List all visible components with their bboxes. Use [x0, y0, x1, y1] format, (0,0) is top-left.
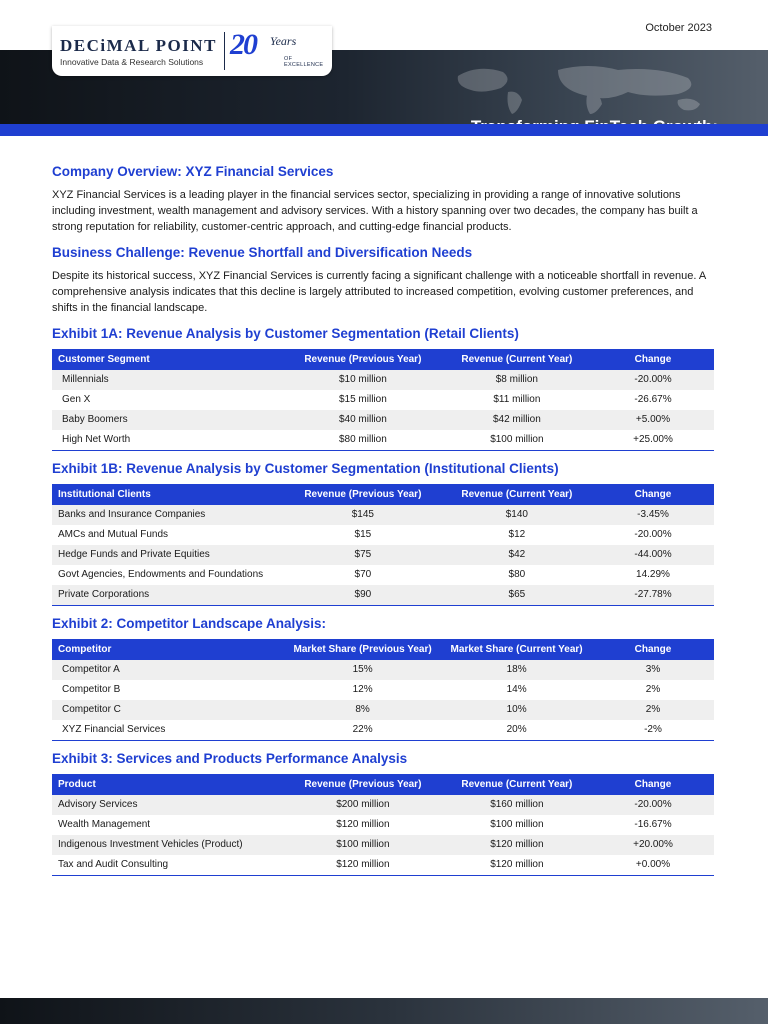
table-cell: -2%	[644, 724, 662, 735]
table-row	[52, 545, 714, 565]
exhibit-2-table	[52, 639, 714, 741]
column-header: Competitor	[52, 639, 284, 660]
challenge-text: Despite its historical success, XYZ Financial Services is currently facing a significant challenge with a noticeable shortfall in revenue. A comprehensive analysis indicates that this decline is largely attributed to increased competition, evolving customer preferences, and shifts in the financial landscape.	[52, 270, 706, 314]
column-header: Revenue (Previous Year)	[284, 349, 442, 370]
table-cell: Banks and Insurance Companies	[52, 505, 284, 525]
column-header: Market Share (Current Year)	[441, 639, 592, 660]
logo-wordmark: DECiMAL POINT	[60, 36, 217, 55]
report-date: October 2023	[645, 22, 712, 34]
column-header: Revenue (Previous Year)	[284, 774, 442, 795]
table-row	[52, 855, 714, 876]
world-map-graphic	[438, 56, 738, 118]
table-cell: 22%	[352, 724, 373, 735]
table-cell: Private Corporations	[52, 585, 284, 606]
table-cell: $80 million	[338, 434, 387, 445]
table-cell: Competitor C	[52, 700, 284, 720]
exhibit-3-table	[52, 774, 714, 876]
column-header: Market Share (Previous Year)	[284, 639, 441, 660]
column-header: Change	[592, 774, 714, 795]
exhibit-3-heading: Exhibit 3: Services and Products Performance Analysis	[52, 751, 408, 766]
table-cell: Wealth Management	[58, 819, 151, 830]
table-cell: 3%	[592, 660, 714, 680]
table-cell: Tax and Audit Consulting	[58, 859, 169, 870]
company-logo	[52, 26, 332, 76]
table-row	[52, 720, 714, 741]
column-header: Customer Segment	[52, 349, 284, 370]
column-header: Revenue (Current Year)	[442, 349, 592, 370]
anniversary-excellence: OF EXCELLENCE	[284, 56, 324, 68]
table-row	[52, 430, 714, 451]
column-header: Change	[592, 639, 714, 660]
table-row	[52, 565, 714, 585]
table-cell: $120 million	[442, 835, 592, 855]
table-cell: $80	[508, 569, 526, 580]
table-cell: XYZ Financial Services	[62, 724, 166, 735]
table-cell: 20%	[506, 724, 527, 735]
table-cell: 2%	[592, 700, 714, 720]
website-url[interactable]: www.decimalpointanalytics.com	[114, 150, 255, 161]
table-cell: $145	[284, 505, 442, 525]
table-cell: $42	[442, 545, 592, 565]
anniversary-number: 20	[230, 28, 256, 61]
table-cell: -20.00%	[592, 795, 714, 815]
column-header: Revenue (Current Year)	[442, 484, 592, 505]
table-cell: $15 million	[338, 394, 387, 405]
table-cell: Indigenous Investment Vehicles (Product)	[52, 835, 284, 855]
column-header: Product	[52, 774, 284, 795]
table-row	[52, 795, 714, 815]
table-cell: $40 million	[284, 410, 442, 430]
table-cell: $100 million	[490, 434, 544, 445]
column-header: Revenue (Current Year)	[442, 774, 592, 795]
main-content	[52, 164, 716, 886]
table-cell: $65	[442, 585, 592, 606]
table-cell: 14%	[506, 684, 527, 695]
table-cell: 12%	[352, 684, 373, 695]
table-row	[52, 585, 714, 606]
table-cell: 14.29%	[636, 569, 670, 580]
column-header: Change	[592, 484, 714, 505]
table-cell: -20.00%	[592, 370, 714, 390]
table-cell: Govt Agencies, Endowments and Foundations	[58, 569, 264, 580]
footer-bar	[0, 998, 768, 1024]
table-cell: 15%	[284, 660, 441, 680]
table-cell: 18%	[441, 660, 592, 680]
table-cell: $100 million	[284, 835, 442, 855]
table-cell: $12	[508, 529, 526, 540]
table-cell: +20.00%	[592, 835, 714, 855]
table-row	[52, 660, 714, 680]
table-cell: Hedge Funds and Private Equities	[52, 545, 284, 565]
table-cell: Competitor A	[52, 660, 284, 680]
table-row	[52, 390, 714, 410]
table-cell: $10 million	[284, 370, 442, 390]
table-cell: -27.78%	[592, 585, 714, 606]
table-cell: Millennials	[52, 370, 284, 390]
column-header: Revenue (Previous Year)	[284, 484, 442, 505]
exhibit-1a-heading: Exhibit 1A: Revenue Analysis by Customer Segmentation (Retail Clients)	[52, 326, 519, 341]
table-cell: $140	[442, 505, 592, 525]
logo-divider	[224, 32, 225, 70]
header-accent-strip	[0, 124, 768, 136]
title-line-2: A Business Case Study	[528, 142, 718, 161]
table-cell: AMCs and Mutual Funds	[58, 529, 169, 540]
table-cell: 8%	[284, 700, 441, 720]
overview-text: XYZ Financial Services is a leading player in the financial services sector, specializing in providing a range of innovative solutions including investment, wealth management and advisory services. With a history spanning over two decades, the company has built a strong reputation for reliability, customer-centric approach, and cutting-edge financial products.	[52, 189, 698, 233]
exhibit-2-heading: Exhibit 2: Competitor Landscape Analysis:	[52, 616, 327, 631]
table-cell: $8 million	[442, 370, 592, 390]
table-row	[52, 410, 714, 430]
table-row	[52, 525, 714, 545]
table-cell: +25.00%	[633, 434, 673, 445]
table-cell: $15	[354, 529, 372, 540]
table-row	[52, 505, 714, 525]
table-cell: High Net Worth	[62, 434, 131, 445]
table-cell: $120 million	[336, 859, 390, 870]
table-cell: -44.00%	[592, 545, 714, 565]
table-cell: $200 million	[284, 795, 442, 815]
column-header: Institutional Clients	[52, 484, 284, 505]
table-cell: $120 million	[490, 859, 544, 870]
exhibit-1b-table	[52, 484, 714, 606]
table-cell: -16.67%	[634, 819, 672, 830]
document-title	[471, 114, 718, 164]
table-cell: Advisory Services	[52, 795, 284, 815]
exhibit-1b-heading: Exhibit 1B: Revenue Analysis by Customer Segmentation (Institutional Clients)	[52, 461, 559, 476]
table-cell: Gen X	[62, 394, 91, 405]
table-cell: +0.00%	[635, 859, 671, 870]
exhibit-1a-table	[52, 349, 714, 451]
table-cell: -3.45%	[592, 505, 714, 525]
anniversary-years: Years	[270, 34, 297, 48]
table-row	[52, 815, 714, 835]
table-cell: Competitor B	[62, 684, 121, 695]
table-cell: $11 million	[493, 394, 541, 405]
table-row	[52, 370, 714, 390]
column-header: Change	[592, 349, 714, 370]
table-cell: 2%	[645, 684, 661, 695]
logo-tagline: Innovative Data & Research Solutions	[60, 57, 204, 67]
table-cell: $42 million	[442, 410, 592, 430]
table-cell: $160 million	[442, 795, 592, 815]
table-row	[52, 680, 714, 700]
table-row	[52, 835, 714, 855]
table-cell: -20.00%	[634, 529, 672, 540]
table-cell: $70	[354, 569, 372, 580]
overview-heading: Company Overview: XYZ Financial Services	[52, 164, 334, 179]
table-cell: $75	[284, 545, 442, 565]
challenge-heading: Business Challenge: Revenue Shortfall and Diversification Needs	[52, 245, 473, 260]
table-cell: $100 million	[490, 819, 544, 830]
table-cell: -26.67%	[634, 394, 672, 405]
table-cell: +5.00%	[592, 410, 714, 430]
table-row	[52, 700, 714, 720]
table-cell: Baby Boomers	[52, 410, 284, 430]
table-cell: $90	[284, 585, 442, 606]
table-cell: 10%	[441, 700, 592, 720]
table-cell: $120 million	[336, 819, 390, 830]
